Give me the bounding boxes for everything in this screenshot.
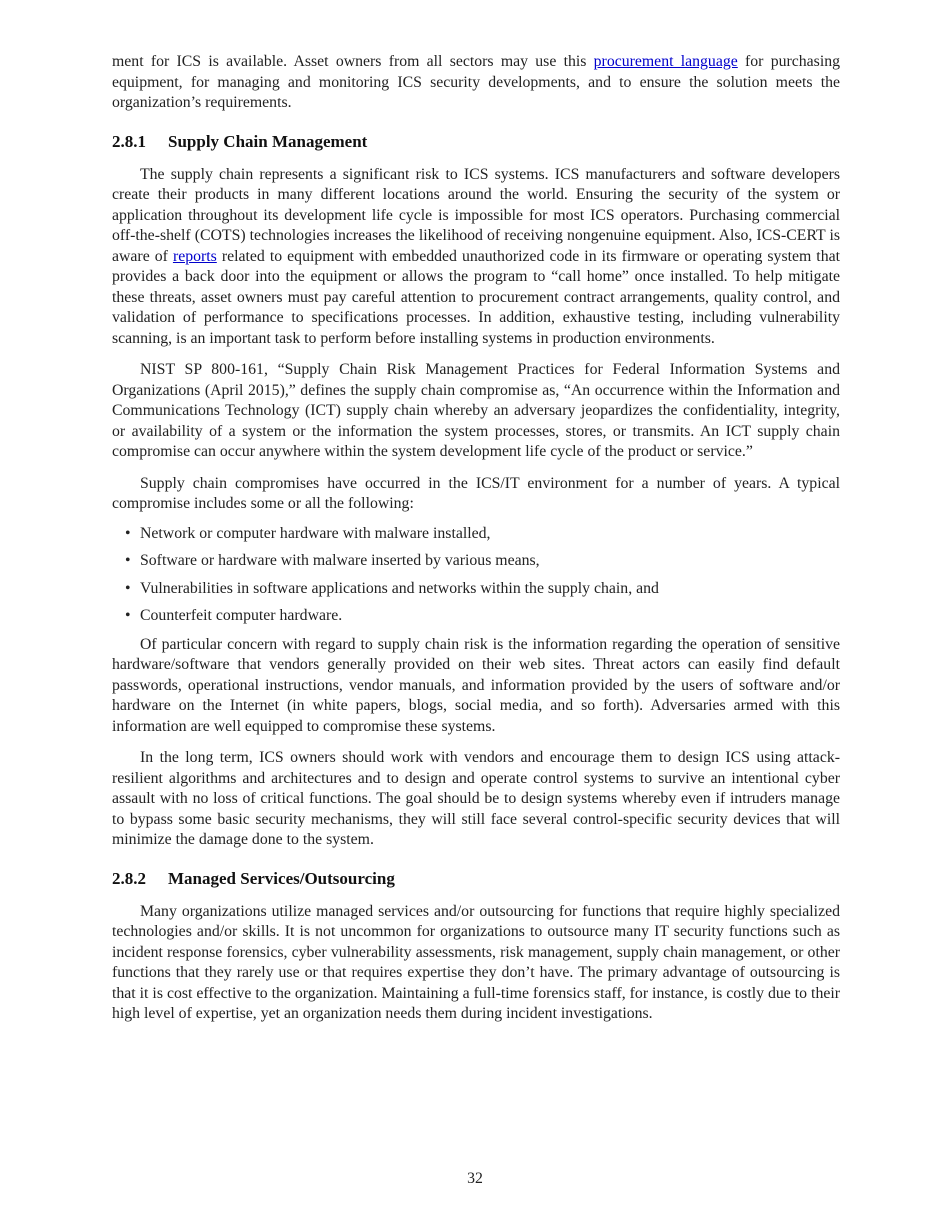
outsourcing-paragraph-1: Many organizations utilize managed services and/or outsourcing for functions that require highly specialized technologies and/or skills. It is not uncommon for organizations to outsource many IT security functions such as incident response forensics, cyber vulnerability assessments, risk management, supply chain management, or other functions that they rarely use or that requires expertise they don’t have. The primary advantage of outsourcing is that it is cost effective to the organization. Maintaining a full-time forensics staff, for instance, is costly due to their high level of expertise, yet an organization needs them during incident investigations. (112, 902, 840, 1022)
bullet-marker: • (125, 524, 131, 542)
section-heading-2-8-1 (112, 131, 840, 153)
reports-link[interactable]: reports (172, 247, 217, 265)
paragraph-text-before: The supply chain represents a significant risk to ICS systems. ICS manufacturers and software developers create their products in many different locations around the world. Ensuring the security of the system or application throughout its development life cycle is impossible for most ICS operators. Purchasing commercial off-the-shelf (COTS) technologies increases the likelihood of receiving nongenuine equipment. Also, ICS-CERT is aware of (112, 165, 840, 265)
bullet-marker: • (125, 607, 131, 624)
section-title: Managed Services/Outsourcing (168, 868, 395, 888)
supply-chain-paragraph-5: In the long term, ICS owners should work with vendors and encourage them to design ICS using attack-resilient algorithms and architectures and to design and operate control systems to survive an intentional cyber assault with no loss of critical functions. The goal should be to design systems whereby even if intruders manage to bypass some basic security mechanisms, they will still face several control-specific security devices that will minimize the damage done to the system. (112, 749, 840, 848)
procurement-language-link[interactable]: procurement language (593, 53, 738, 70)
intro-text-after: for purchasing equipment, for managing and monitoring ICS security developments, and to ensure the solution meets the organization’s requirements. (112, 53, 841, 111)
supply-chain-paragraph-2: NIST SP 800-161, “Supply Chain Risk Management Practices for Federal Information Systems and Organizations (April 2015),” defines the supply chain compromise as, “An occurrence within the Information and Communications Technology (ICT) supply chain whereby an adversary jeopardizes the confidentiality, integrity, or availability of a system or the information the system processes, stores, or transmits. An ICT supply chain compromise can occur anywhere within the system development life cycle of the product or service.” (112, 361, 840, 460)
list-item-text: Counterfeit computer hardware. (140, 607, 343, 624)
document-page (112, 52, 840, 1025)
paragraph-text-after: related to equipment with embedded unauthorized code in its firmware or operating system that provides a back door into the equipment or allows the program to “call home” once installed. To help mitigate these threats, asset owners must pay careful attention to procurement contract arrangements, quality control, and validation of performance to specifications processes. In addition, exhaustive testing, including vulnerability scanning, is an important task to perform before installing systems in production environments. (112, 247, 840, 347)
compromise-bullet-list (112, 524, 840, 627)
bullet-marker: • (125, 552, 131, 569)
list-item (112, 579, 840, 600)
list-item-text: Vulnerabilities in software applications and networks within the supply chain, and (140, 579, 659, 597)
supply-chain-paragraph-4: Of particular concern with regard to supply chain risk is the information regarding the operation of sensitive hardware/software that vendors generally provided on their web sites. Threat actors can easily find default passwords, operational instructions, vendor manuals, and information provided by the users of software and/or hardware on the Internet (in white papers, blogs, social media, and so forth). Adversaries armed with this information are well equipped to compromise these systems. (112, 635, 840, 735)
section-title: Supply Chain Management (168, 131, 368, 151)
list-item (112, 606, 840, 627)
intro-text-before: ment for ICS is available. Asset owners from all sectors may use this (112, 53, 594, 70)
intro-paragraph (112, 52, 840, 114)
bullet-marker: • (125, 579, 131, 597)
section-number: 2.8.2 (112, 868, 146, 888)
list-item (112, 551, 840, 572)
supply-chain-paragraph-3: Supply chain compromises have occurred in the ICS/IT environment for a number of years. A typical compromise includes some or all the following: (112, 474, 840, 512)
section-heading-2-8-2 (112, 868, 840, 890)
list-item (112, 524, 840, 545)
list-item-text: Software or hardware with malware inserted by various means, (140, 552, 540, 569)
page-number: 32 (467, 1170, 483, 1187)
list-item-text: Network or computer hardware with malware installed, (140, 524, 491, 542)
supply-chain-paragraph-1 (112, 165, 840, 350)
section-number: 2.8.1 (112, 131, 146, 151)
